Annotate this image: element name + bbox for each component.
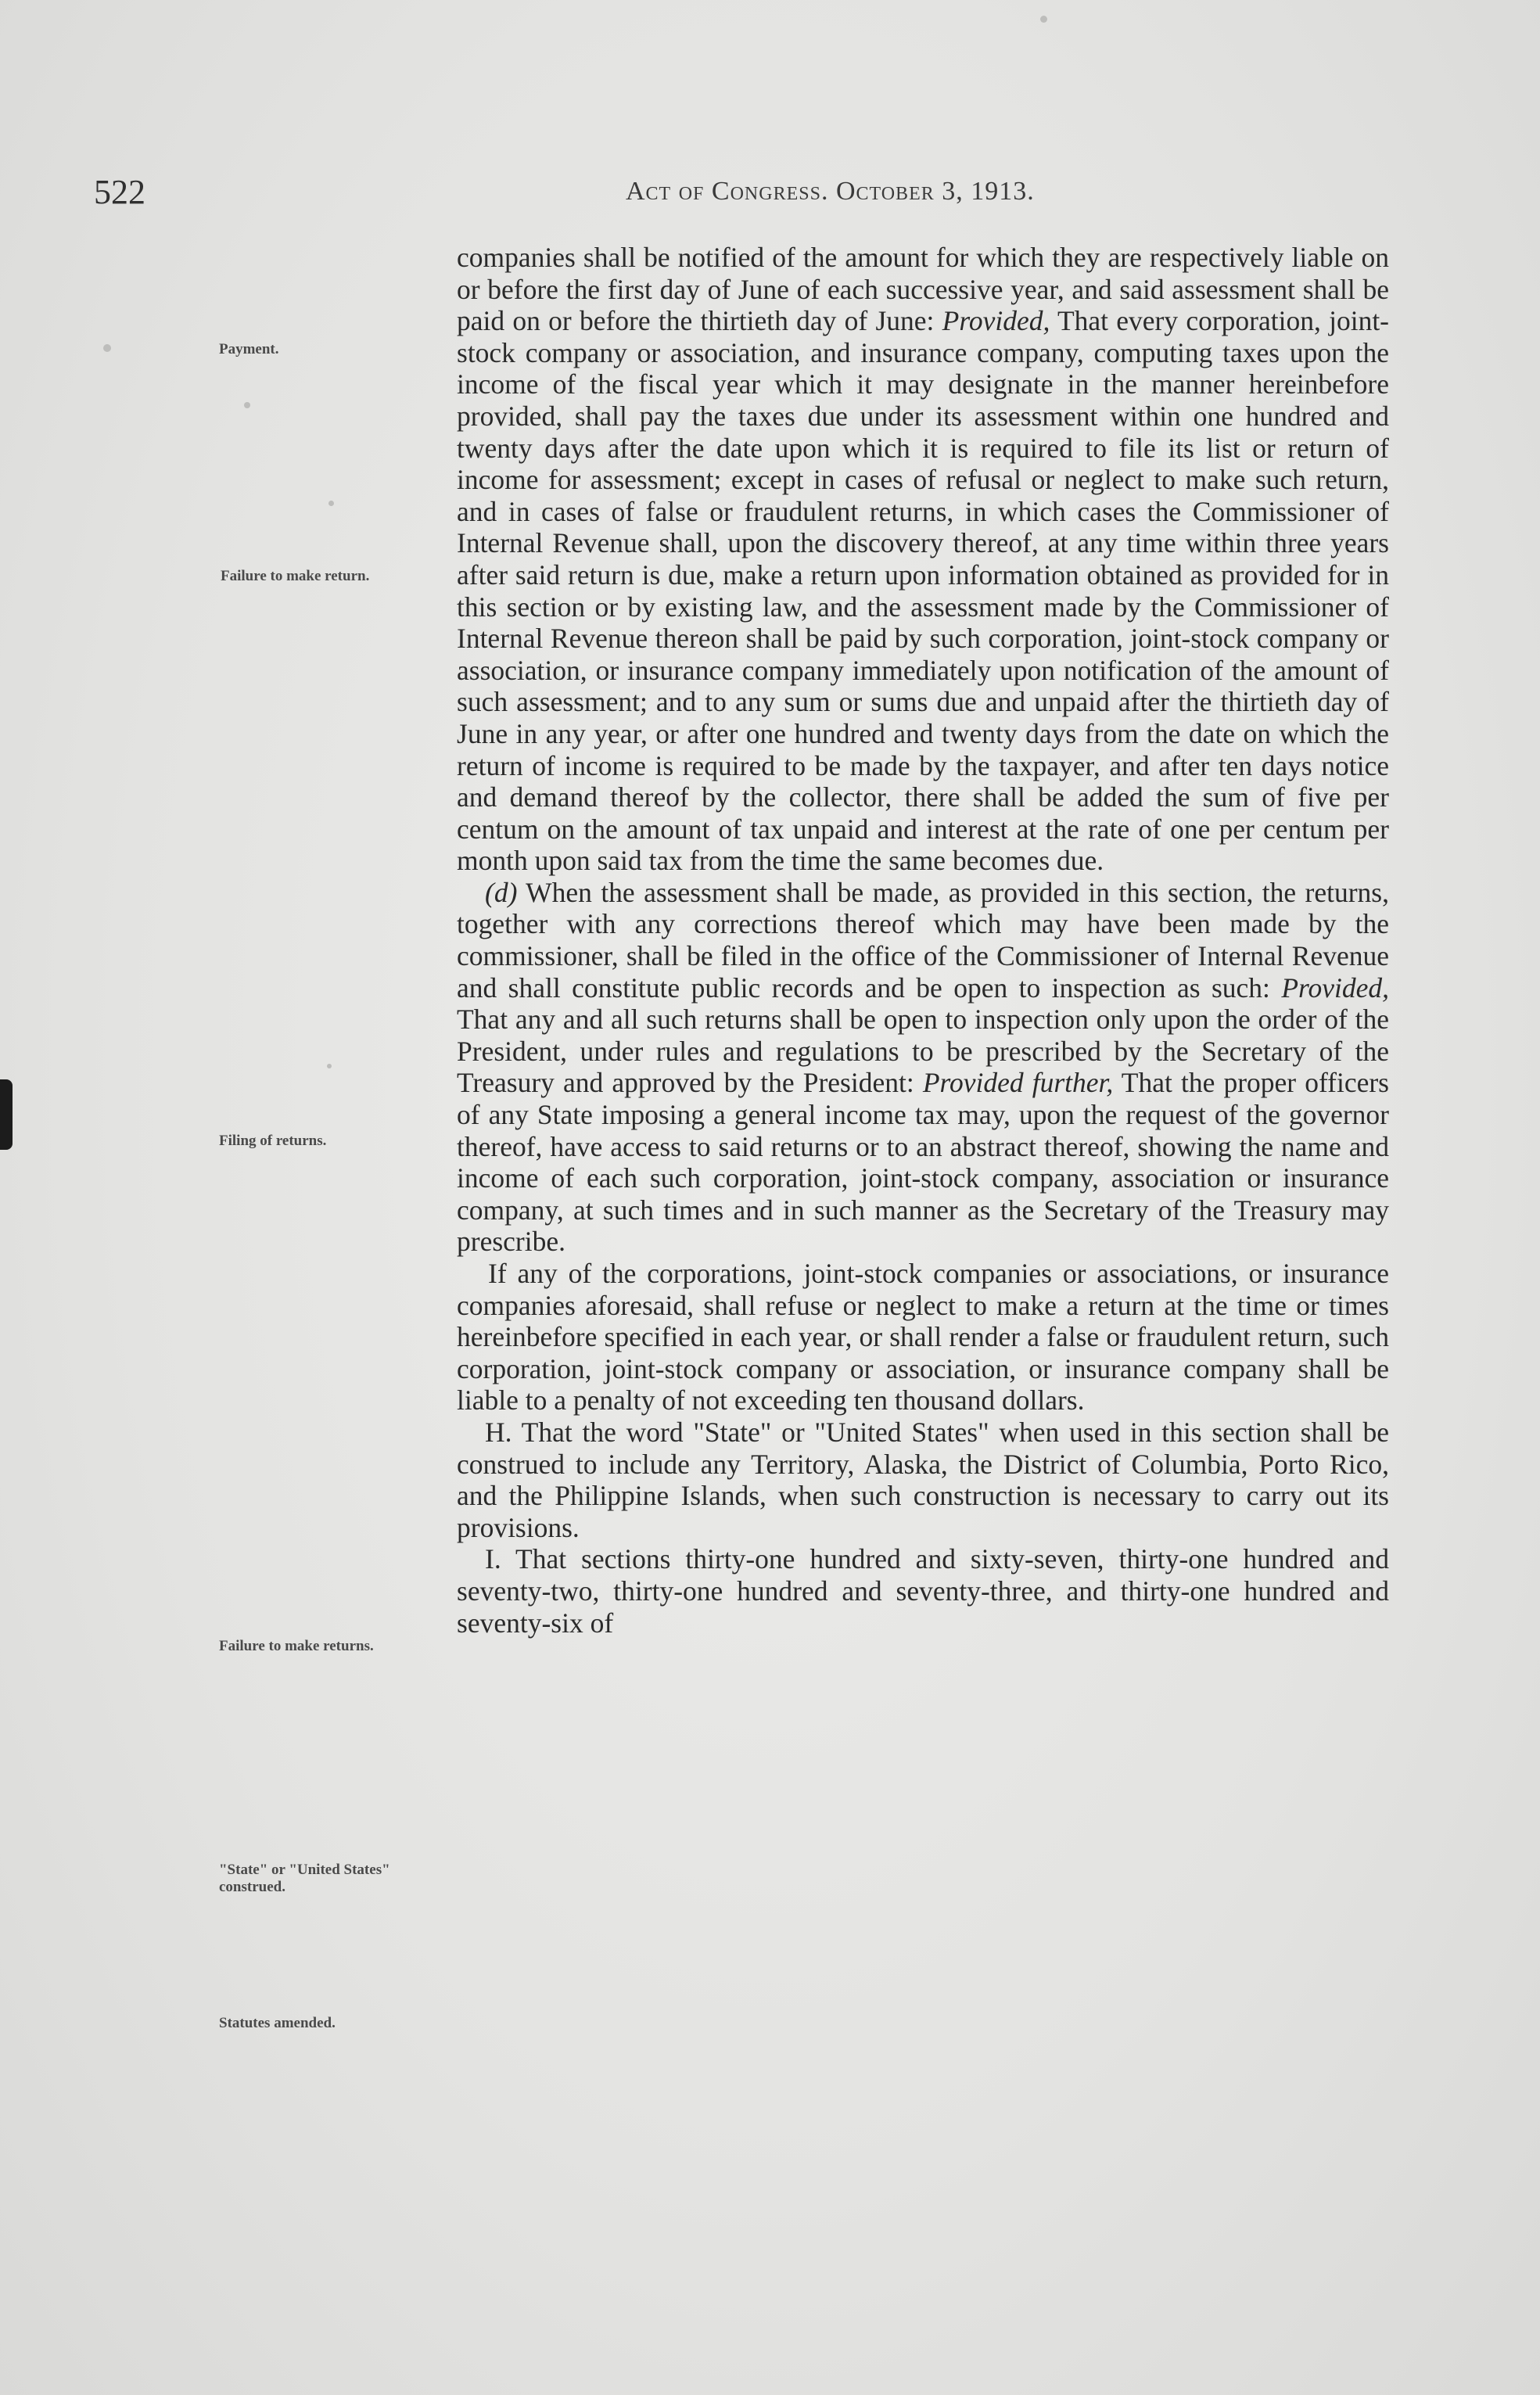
- paragraph-filing-of-returns: [457, 877, 1389, 1258]
- margin-note-state-construed: "State" or "United States" construed.: [219, 1862, 390, 1895]
- paper-speck: [327, 1064, 332, 1068]
- margin-note-failure-to-make-returns: Failure to make returns.: [219, 1638, 374, 1654]
- paper-speck: [103, 344, 111, 352]
- text-run: When the assessment shall be made, as provided in this section, the returns, together with any corrections thereof which may have been made by the commissioner, shall be filed in the office of the Commissioner of Internal Revenue and shall constitute public records and be open to inspection as such:: [457, 876, 1389, 1004]
- page-number: 522: [94, 173, 145, 211]
- paper-speck: [244, 402, 250, 408]
- body-text: [457, 242, 1389, 1639]
- paragraph-failure-penalty: If any of the corporations, joint-stock companies or associations, or insurance companies aforesaid, shall refuse or neglect to make a return at the time or times hereinbefore specified in each year, or shall render a false or fraudulent return, such corporation, joint-stock company or association, or insurance company shall be liable to a penalty of not exceeding ten thousand dollars.: [457, 1258, 1389, 1417]
- margin-note-payment: Payment.: [219, 341, 279, 357]
- text-run: That every corporation, joint-stock company or association, and insurance company, computing taxes upon the income of the fiscal year which it may designate in the manner hereinbefore provided, shall pay the taxes due under its assessment within one hundred and twenty days after the date upon which it is required to file its list or return of income for assessment; except in cases of refusal or neglect to make such return, and in cases of false or fraudulent returns, in which cases the Commissioner of Internal Revenue shall, upon the discovery thereof, at any time within three years after said return is due, make a return upon information obtained as provided for in this section or by existing law, and the assessment made by the Commissioner of Internal Revenue thereon shall be paid by such corporation, joint-stock company or association, or insurance company immediately upon notification of the amount of such assessment; and to any sum or sums due and unpaid after the thirtieth day of June in any year, or after one hundred and twenty days from the date on which the return of income is required to be made by the taxpayer, and after ten days notice and demand thereof by the collector, there shall be added the sum of five per centum on the amount of tax unpaid and interest at the rate of one per centum per month upon said tax from the time the same becomes due.: [457, 305, 1389, 877]
- binding-shadow: [0, 1079, 13, 1150]
- margin-note-statutes-amended: Statutes amended.: [219, 2015, 336, 2031]
- paper-speck: [1040, 16, 1047, 23]
- margin-note-filing-of-returns: Filing of returns.: [219, 1133, 327, 1149]
- paragraph-payment: [457, 242, 1389, 877]
- text-run: That the proper officers of any State imposing a general income tax may, upon the request of the governor thereof, have access to said returns or to an abstract thereof, showing the name and income of each such corporation, joint-stock company, association or insurance company, at such times and in such manner as the Secretary of the Treasury may prescribe.: [457, 1067, 1389, 1258]
- italic-provided-further: Provided further,: [922, 1067, 1114, 1099]
- clause-letter: (d): [485, 876, 518, 908]
- text-run: That any and all such returns shall be open to inspection only upon the order of the President, under rules and regulations to be prescribed by the Secretary of the Treasury and approved by the President:: [457, 1004, 1389, 1099]
- running-head: Act of Congress. October 3, 1913.: [626, 177, 1035, 206]
- text-run: companies shall be notified of the amount for which they are respectively liable on or before the first day of June of each successive year, and said assessment shall be paid on or before the thirtieth day of June:: [457, 242, 1389, 337]
- margin-note-failure-to-make-return: Failure to make return.: [221, 568, 370, 584]
- italic-provided: Provided,: [942, 305, 1050, 337]
- paragraph-section-i: I. That sections thirty-one hundred and sixty-seven, thirty-one hundred and seventy-two, thirty-one hundred and seventy-three, and thirty-one hundred and seventy-six of: [457, 1543, 1389, 1639]
- paragraph-section-h: H. That the word "State" or "United States" when used in this section shall be construed to include any Territory, Alaska, the District of Columbia, Porto Rico, and the Philippine Islands, when such construction is necessary to carry out its provisions.: [457, 1416, 1389, 1543]
- page-header: [94, 172, 1377, 219]
- paper-speck: [328, 501, 334, 506]
- italic-provided: Provided,: [1281, 971, 1389, 1004]
